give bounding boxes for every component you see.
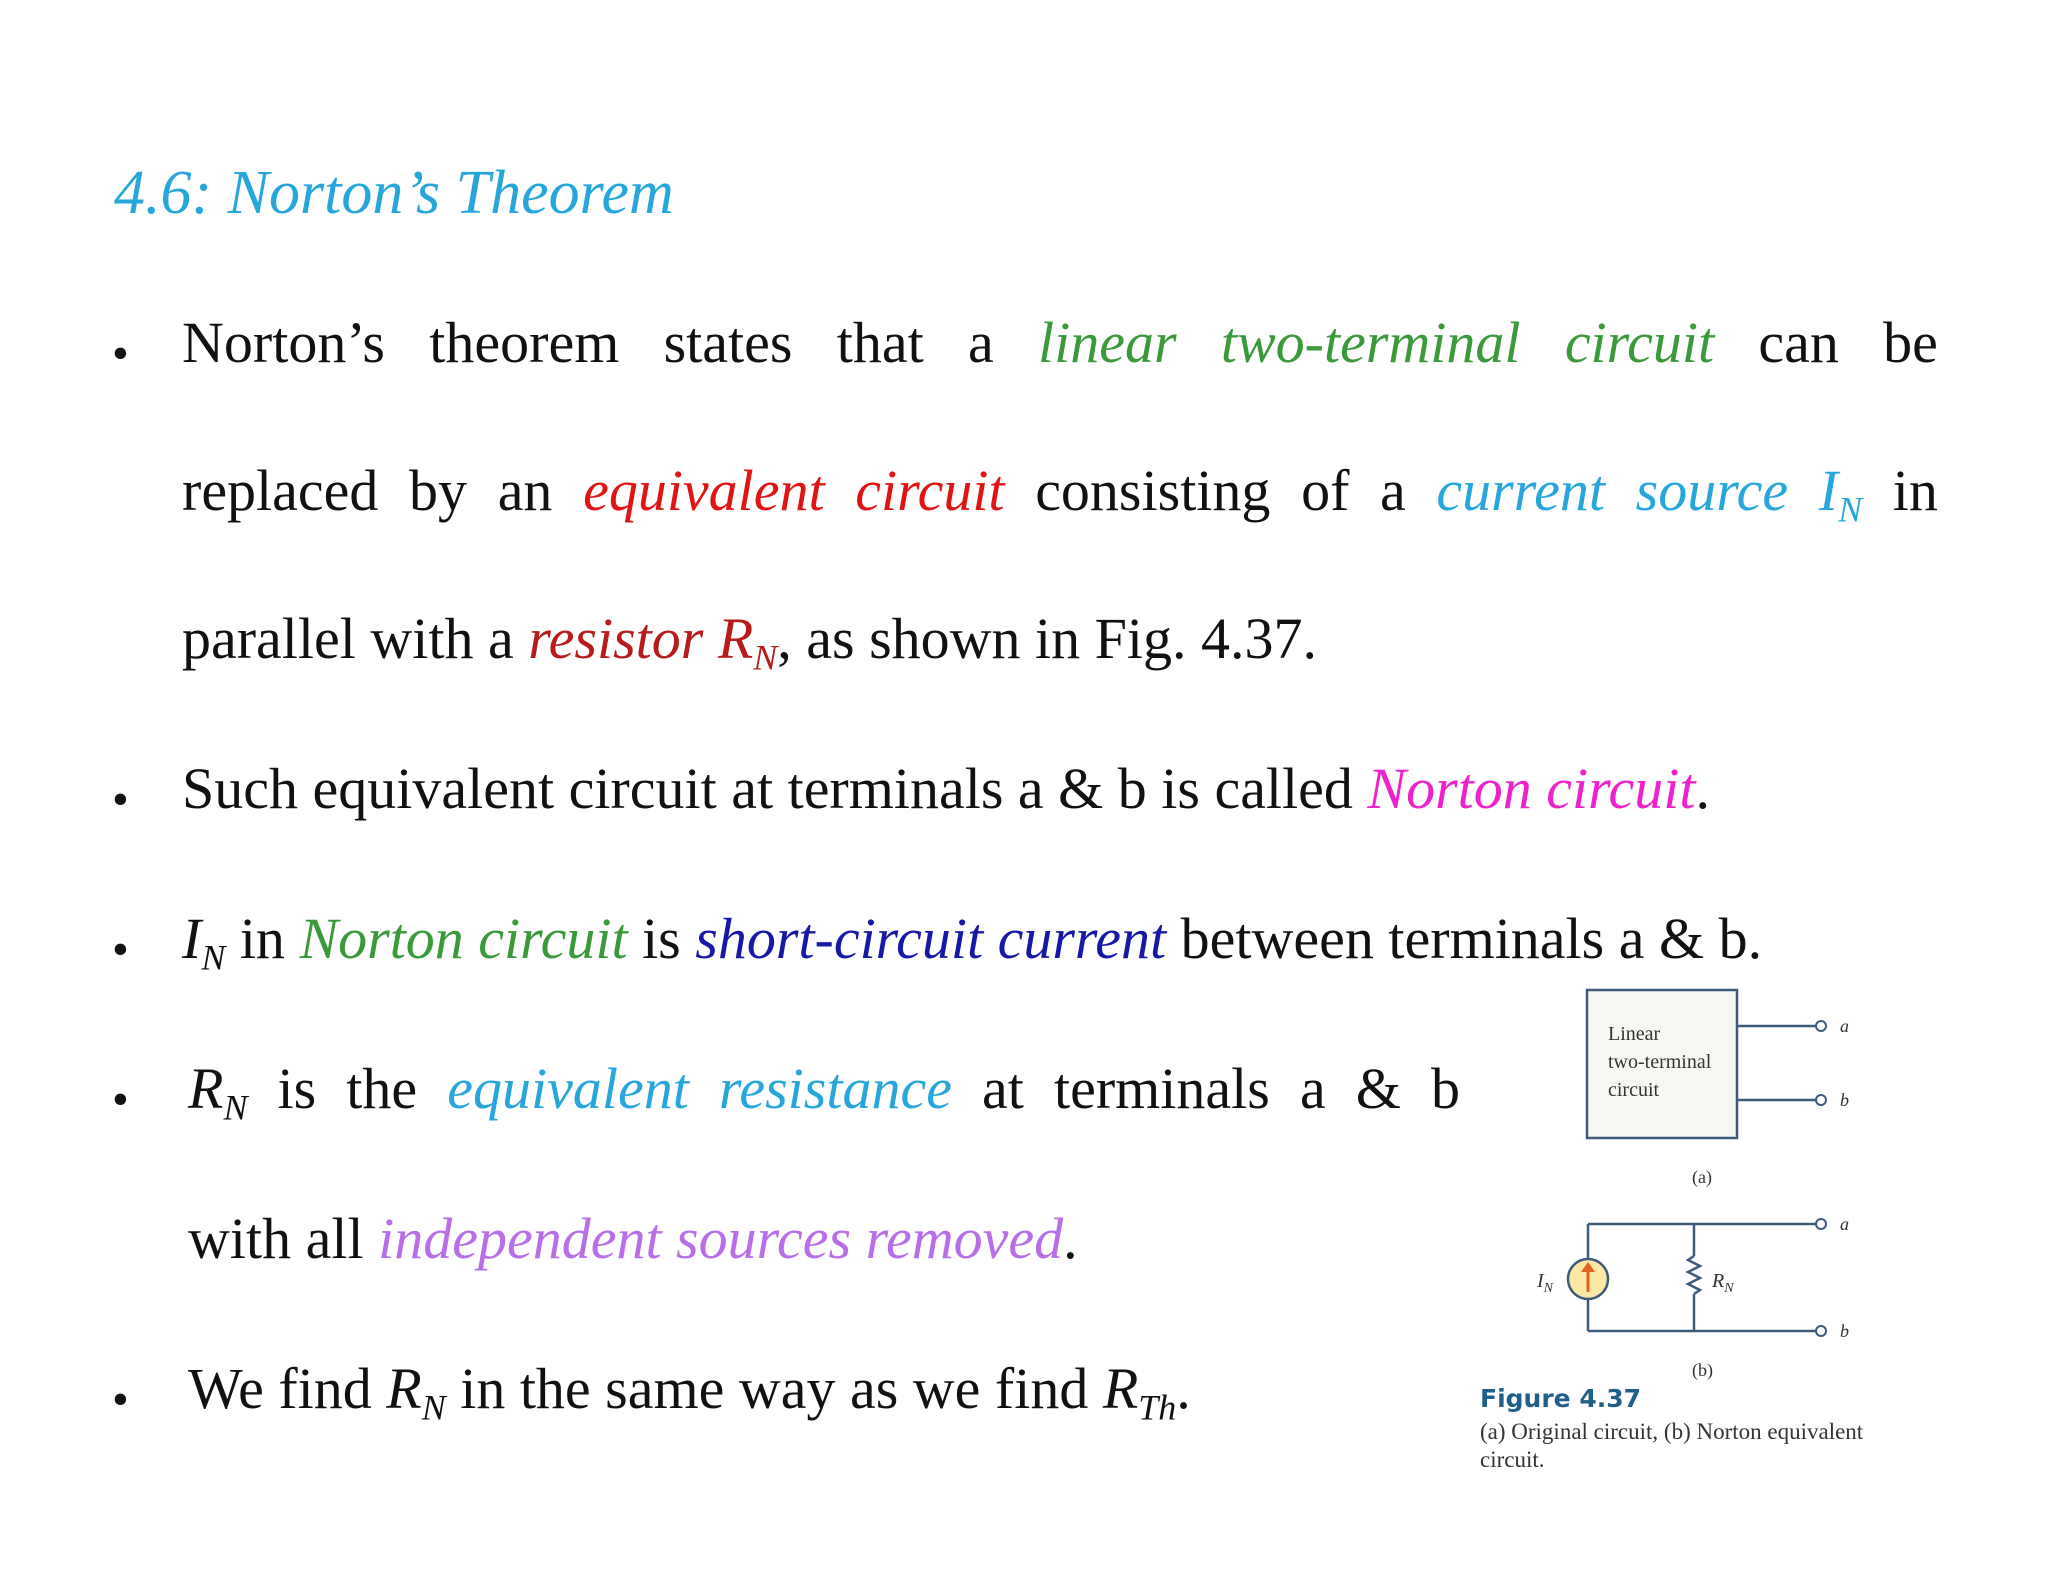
bullet-1-line-2 [182, 458, 1938, 530]
figure-caption-text: (a) Original circuit, (b) Norton equivalent circuit. [1480, 1419, 1864, 1472]
bullet-4-line-1 [188, 1056, 1460, 1128]
figure-caption-title: Figure 4.37 [1480, 1384, 1642, 1413]
term-resistance: resistance [718, 1056, 952, 1121]
word: by [409, 458, 468, 523]
term-current: current [1436, 458, 1606, 523]
term-linear: linear [1038, 310, 1177, 375]
term-circuit: circuit [1564, 310, 1715, 375]
bullet-1-line-3: parallel with a resistor $R_N$, as shown in Fig. 4.37. [182, 606, 1318, 678]
word: that [836, 310, 924, 375]
word: is [277, 1056, 317, 1121]
term-equivalent: equivalent [583, 458, 825, 523]
word: an [497, 458, 553, 523]
bullet-4-line-2: with all independent sources removed. [188, 1206, 1078, 1271]
term-short-circuit-current: short-circuit current [695, 906, 1167, 971]
slide-title: 4.6: Norton’s Theorem [114, 159, 674, 227]
term-resistor: resistor $R_N$ [528, 606, 778, 678]
word: b [1431, 1056, 1460, 1121]
terminal-b-label: b [1840, 1090, 1849, 1110]
symbol-in: $I_N$ [182, 906, 226, 978]
word: in [1892, 458, 1938, 523]
word: a [1299, 1056, 1326, 1121]
resistor-symbol [1688, 1256, 1700, 1294]
word: be [1883, 310, 1938, 375]
symbol-rn: $R_N$ [386, 1356, 446, 1428]
box-text-line: Linear [1608, 1023, 1661, 1045]
word: & [1355, 1056, 1401, 1121]
label-a: (a) [1692, 1167, 1712, 1187]
source-label: $I_N$ [1537, 1270, 1554, 1296]
bullet-dot: • [112, 327, 129, 380]
term-independent-sources-removed: independent sources removed [378, 1206, 1064, 1271]
word: theorem [429, 310, 620, 375]
bullet-2: Such equivalent circuit at terminals a & b is called Norton circuit. [182, 756, 1711, 821]
terminal-a-label: a [1840, 1214, 1849, 1234]
box-text-line: two-terminal [1608, 1051, 1712, 1073]
word: terminals [1054, 1056, 1270, 1121]
symbol-in: $I_N$ [1818, 458, 1863, 530]
bullet-dot: • [112, 1373, 129, 1426]
terminal-b-label: b [1840, 1321, 1849, 1341]
word: the [346, 1056, 418, 1121]
word: replaced [182, 458, 379, 523]
term-source: source [1635, 458, 1789, 523]
word: at [982, 1056, 1024, 1121]
bullet-dot: • [112, 923, 129, 976]
bullet-3: $I_N$ in Norton circuit is short-circuit current between terminals a & b. [182, 906, 1763, 978]
terminal-a-node [1816, 1219, 1826, 1229]
word: a [1380, 458, 1406, 523]
term-two-terminal: two-terminal [1220, 310, 1521, 375]
bullet-1-line-1 [182, 310, 1938, 377]
word: of [1301, 458, 1350, 523]
term-equivalent: equivalent [447, 1056, 689, 1121]
bullet-dot: • [112, 1073, 129, 1126]
box-text-line: circuit [1608, 1079, 1660, 1101]
terminal-b-node [1816, 1326, 1826, 1336]
symbol-rn: $R_N$ [188, 1056, 248, 1128]
terminal-a-node [1816, 1021, 1826, 1031]
word: Norton’s [182, 310, 385, 375]
label-b: (b) [1692, 1360, 1713, 1380]
word: can [1758, 310, 1839, 375]
symbol-rth: $R_{Th}$ [1102, 1356, 1177, 1428]
word: consisting [1035, 458, 1271, 523]
resistor-label: $R_N$ [1712, 1270, 1734, 1296]
terminal-b-node [1816, 1095, 1826, 1105]
terminal-a-label: a [1840, 1016, 1849, 1036]
term-circuit: circuit [855, 458, 1005, 523]
word: states [663, 310, 793, 375]
bullet-dot: • [112, 773, 129, 826]
term-norton-circuit: Norton circuit [299, 906, 628, 971]
word: a [968, 310, 994, 375]
bullet-5: We find $R_N$ in the same way as we find $R_{Th}$. [188, 1356, 1191, 1428]
term-norton-circuit: Norton circuit [1367, 756, 1696, 821]
